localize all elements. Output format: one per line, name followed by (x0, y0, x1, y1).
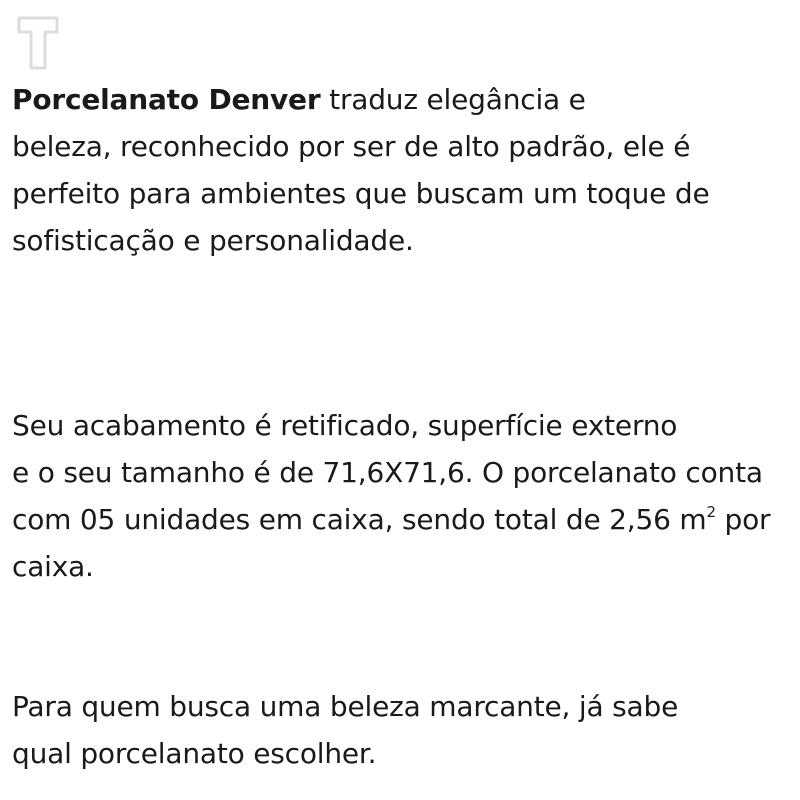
intro-line-2: beleza, reconhecido por ser de alto padrão, ele é (12, 130, 691, 163)
paragraph-specs (12, 402, 792, 590)
specs-line-4: caixa. (12, 550, 94, 583)
closing-line-1: Para quem busca uma beleza marcante, já sabe (12, 690, 679, 723)
closing-line-2: qual porcelanato escolher. (12, 737, 377, 770)
specs-line-3-text: com 05 unidades em caixa, sendo total de 2,56 m (12, 503, 707, 536)
intro-line-4: sofisticação e personalidade. (12, 224, 414, 257)
paragraph-intro (12, 76, 792, 264)
specs-line-3 (12, 496, 792, 543)
squared-superscript: 2 (706, 503, 716, 521)
specs-line-2: e o seu tamanho é de 71,6X71,6. O porcelanato conta (12, 456, 763, 489)
specs-line-1: Seu acabamento é retificado, superfície externo (12, 409, 678, 442)
intro-line-1-text: traduz elegância e (320, 83, 586, 116)
product-brand-name: Porcelanato Denver (12, 83, 321, 116)
product-description (12, 76, 792, 777)
t-logo-icon (13, 10, 63, 76)
specs-line-3-suffix: por (715, 503, 771, 536)
intro-line-1 (12, 76, 792, 123)
intro-line-3: perfeito para ambientes que buscam um toque de (12, 177, 710, 210)
paragraph-closing (12, 683, 792, 777)
